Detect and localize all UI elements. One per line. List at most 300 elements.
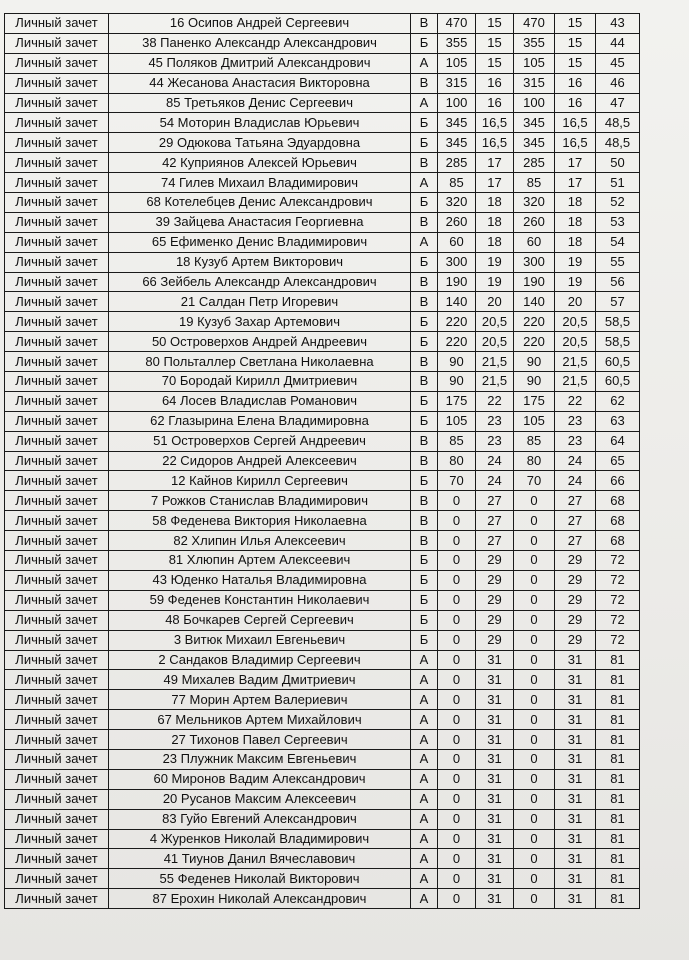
- place-1-cell: 19: [476, 252, 514, 272]
- competition-type-cell: Личный зачет: [5, 749, 109, 769]
- participant-name-cell: 64 Лосев Владислав Романович: [109, 391, 411, 411]
- table-row: [5, 531, 640, 551]
- table-row: [5, 372, 640, 392]
- competition-type-cell: Личный зачет: [5, 769, 109, 789]
- participant-name-cell: 29 Одюкова Татьяна Эдуардовна: [109, 133, 411, 153]
- place-1-cell: 19: [476, 272, 514, 292]
- total-cell: 56: [596, 272, 640, 292]
- competition-type-cell: Личный зачет: [5, 650, 109, 670]
- place-2-cell: 27: [555, 511, 596, 531]
- participant-name-cell: 68 Котелебцев Денис Александрович: [109, 193, 411, 213]
- group-cell: А: [411, 690, 438, 710]
- competition-type-cell: Личный зачет: [5, 93, 109, 113]
- place-2-cell: 31: [555, 730, 596, 750]
- score-1-cell: 85: [438, 431, 476, 451]
- competition-type-cell: Личный зачет: [5, 113, 109, 133]
- total-cell: 57: [596, 292, 640, 312]
- table-row: [5, 391, 640, 411]
- group-cell: Б: [411, 133, 438, 153]
- participant-name-cell: 20 Русанов Максим Алексеевич: [109, 789, 411, 809]
- participant-name-cell: 12 Кайнов Кирилл Сергеевич: [109, 471, 411, 491]
- score-1-cell: 140: [438, 292, 476, 312]
- competition-type-cell: Личный зачет: [5, 849, 109, 869]
- score-1-cell: 0: [438, 531, 476, 551]
- place-2-cell: 21,5: [555, 372, 596, 392]
- score-2-cell: 0: [514, 670, 555, 690]
- score-1-cell: 345: [438, 113, 476, 133]
- competition-type-cell: Личный зачет: [5, 710, 109, 730]
- table-row: [5, 650, 640, 670]
- place-2-cell: 20,5: [555, 312, 596, 332]
- group-cell: А: [411, 869, 438, 889]
- participant-name-cell: 4 Журенков Николай Владимирович: [109, 829, 411, 849]
- score-1-cell: 60: [438, 232, 476, 252]
- competition-type-cell: Личный зачет: [5, 212, 109, 232]
- competition-type-cell: Личный зачет: [5, 133, 109, 153]
- score-2-cell: 220: [514, 332, 555, 352]
- competition-type-cell: Личный зачет: [5, 332, 109, 352]
- place-2-cell: 16: [555, 73, 596, 93]
- participant-name-cell: 27 Тихонов Павел Сергеевич: [109, 730, 411, 750]
- total-cell: 81: [596, 710, 640, 730]
- table-row: [5, 352, 640, 372]
- competition-type-cell: Личный зачет: [5, 829, 109, 849]
- place-2-cell: 18: [555, 193, 596, 213]
- table-row: [5, 33, 640, 53]
- place-1-cell: 16: [476, 73, 514, 93]
- competition-type-cell: Личный зачет: [5, 14, 109, 34]
- place-2-cell: 31: [555, 769, 596, 789]
- total-cell: 72: [596, 610, 640, 630]
- total-cell: 48,5: [596, 133, 640, 153]
- score-2-cell: 60: [514, 232, 555, 252]
- place-1-cell: 20: [476, 292, 514, 312]
- participant-name-cell: 18 Кузуб Артем Викторович: [109, 252, 411, 272]
- group-cell: А: [411, 829, 438, 849]
- competition-type-cell: Личный зачет: [5, 809, 109, 829]
- group-cell: А: [411, 710, 438, 730]
- place-1-cell: 27: [476, 491, 514, 511]
- table-row: [5, 153, 640, 173]
- competition-type-cell: Личный зачет: [5, 531, 109, 551]
- table-row: [5, 431, 640, 451]
- competition-type-cell: Личный зачет: [5, 252, 109, 272]
- competition-type-cell: Личный зачет: [5, 730, 109, 750]
- table-row: [5, 570, 640, 590]
- score-2-cell: 0: [514, 590, 555, 610]
- score-1-cell: 105: [438, 411, 476, 431]
- score-1-cell: 260: [438, 212, 476, 232]
- place-2-cell: 19: [555, 272, 596, 292]
- participant-name-cell: 66 Зейбель Александр Александрович: [109, 272, 411, 292]
- score-2-cell: 85: [514, 173, 555, 193]
- competition-type-cell: Личный зачет: [5, 690, 109, 710]
- score-1-cell: 0: [438, 749, 476, 769]
- competition-type-cell: Личный зачет: [5, 471, 109, 491]
- table-row: [5, 332, 640, 352]
- total-cell: 44: [596, 33, 640, 53]
- group-cell: Б: [411, 471, 438, 491]
- participant-name-cell: 7 Рожков Станислав Владимирович: [109, 491, 411, 511]
- participant-name-cell: 80 Польталлер Светлана Николаевна: [109, 352, 411, 372]
- group-cell: А: [411, 730, 438, 750]
- total-cell: 81: [596, 690, 640, 710]
- place-1-cell: 31: [476, 809, 514, 829]
- score-2-cell: 300: [514, 252, 555, 272]
- place-2-cell: 31: [555, 829, 596, 849]
- competition-type-cell: Личный зачет: [5, 33, 109, 53]
- total-cell: 81: [596, 809, 640, 829]
- participant-name-cell: 42 Куприянов Алексей Юрьевич: [109, 153, 411, 173]
- score-1-cell: 345: [438, 133, 476, 153]
- total-cell: 50: [596, 153, 640, 173]
- score-1-cell: 0: [438, 889, 476, 909]
- table-row: [5, 312, 640, 332]
- group-cell: В: [411, 153, 438, 173]
- score-1-cell: 0: [438, 789, 476, 809]
- place-1-cell: 20,5: [476, 312, 514, 332]
- participant-name-cell: 60 Миронов Вадим Александрович: [109, 769, 411, 789]
- group-cell: В: [411, 451, 438, 471]
- score-1-cell: 0: [438, 650, 476, 670]
- place-2-cell: 29: [555, 570, 596, 590]
- group-cell: А: [411, 650, 438, 670]
- score-1-cell: 85: [438, 173, 476, 193]
- table-row: [5, 849, 640, 869]
- score-2-cell: 0: [514, 551, 555, 571]
- competition-type-cell: Личный зачет: [5, 153, 109, 173]
- place-1-cell: 31: [476, 769, 514, 789]
- table-row: [5, 14, 640, 34]
- total-cell: 68: [596, 491, 640, 511]
- total-cell: 81: [596, 829, 640, 849]
- score-2-cell: 0: [514, 710, 555, 730]
- place-1-cell: 31: [476, 710, 514, 730]
- score-1-cell: 175: [438, 391, 476, 411]
- place-1-cell: 29: [476, 630, 514, 650]
- participant-name-cell: 54 Моторин Владислав Юрьевич: [109, 113, 411, 133]
- score-2-cell: 140: [514, 292, 555, 312]
- score-2-cell: 0: [514, 730, 555, 750]
- table-row: [5, 133, 640, 153]
- score-2-cell: 0: [514, 869, 555, 889]
- competition-type-cell: Личный зачет: [5, 312, 109, 332]
- score-1-cell: 220: [438, 312, 476, 332]
- total-cell: 53: [596, 212, 640, 232]
- competition-type-cell: Личный зачет: [5, 789, 109, 809]
- competition-type-cell: Личный зачет: [5, 292, 109, 312]
- score-2-cell: 345: [514, 133, 555, 153]
- score-2-cell: 0: [514, 630, 555, 650]
- score-1-cell: 0: [438, 590, 476, 610]
- score-1-cell: 0: [438, 491, 476, 511]
- table-row: [5, 789, 640, 809]
- score-1-cell: 285: [438, 153, 476, 173]
- participant-name-cell: 62 Глазырина Елена Владимировна: [109, 411, 411, 431]
- total-cell: 58,5: [596, 332, 640, 352]
- table-row: [5, 212, 640, 232]
- score-2-cell: 0: [514, 749, 555, 769]
- place-2-cell: 31: [555, 670, 596, 690]
- place-2-cell: 23: [555, 411, 596, 431]
- participant-name-cell: 16 Осипов Андрей Сергеевич: [109, 14, 411, 34]
- place-1-cell: 21,5: [476, 372, 514, 392]
- total-cell: 81: [596, 769, 640, 789]
- group-cell: Б: [411, 551, 438, 571]
- score-1-cell: 300: [438, 252, 476, 272]
- place-1-cell: 16,5: [476, 113, 514, 133]
- group-cell: В: [411, 14, 438, 34]
- total-cell: 43: [596, 14, 640, 34]
- score-1-cell: 0: [438, 869, 476, 889]
- total-cell: 60,5: [596, 372, 640, 392]
- participant-name-cell: 87 Ерохин Николай Александрович: [109, 889, 411, 909]
- group-cell: Б: [411, 610, 438, 630]
- score-2-cell: 90: [514, 372, 555, 392]
- group-cell: Б: [411, 391, 438, 411]
- place-1-cell: 31: [476, 889, 514, 909]
- table-row: [5, 451, 640, 471]
- total-cell: 72: [596, 570, 640, 590]
- score-2-cell: 0: [514, 769, 555, 789]
- place-1-cell: 24: [476, 451, 514, 471]
- participant-name-cell: 59 Феденев Константин Николаевич: [109, 590, 411, 610]
- participant-name-cell: 83 Гуйо Евгений Александрович: [109, 809, 411, 829]
- participant-name-cell: 19 Кузуб Захар Артемович: [109, 312, 411, 332]
- total-cell: 52: [596, 193, 640, 213]
- place-1-cell: 31: [476, 829, 514, 849]
- total-cell: 66: [596, 471, 640, 491]
- total-cell: 72: [596, 590, 640, 610]
- place-2-cell: 31: [555, 650, 596, 670]
- group-cell: В: [411, 352, 438, 372]
- total-cell: 65: [596, 451, 640, 471]
- total-cell: 45: [596, 53, 640, 73]
- place-2-cell: 31: [555, 789, 596, 809]
- place-2-cell: 18: [555, 232, 596, 252]
- place-1-cell: 31: [476, 730, 514, 750]
- participant-name-cell: 43 Юденко Наталья Владимировна: [109, 570, 411, 590]
- score-1-cell: 0: [438, 809, 476, 829]
- score-2-cell: 85: [514, 431, 555, 451]
- group-cell: В: [411, 491, 438, 511]
- group-cell: Б: [411, 570, 438, 590]
- place-2-cell: 20,5: [555, 332, 596, 352]
- score-2-cell: 285: [514, 153, 555, 173]
- score-2-cell: 0: [514, 690, 555, 710]
- group-cell: Б: [411, 193, 438, 213]
- table-row: [5, 252, 640, 272]
- table-row: [5, 292, 640, 312]
- group-cell: А: [411, 232, 438, 252]
- score-1-cell: 320: [438, 193, 476, 213]
- score-2-cell: 315: [514, 73, 555, 93]
- place-1-cell: 23: [476, 411, 514, 431]
- total-cell: 62: [596, 391, 640, 411]
- competition-type-cell: Личный зачет: [5, 173, 109, 193]
- results-body: [5, 14, 640, 909]
- total-cell: 55: [596, 252, 640, 272]
- score-1-cell: 70: [438, 471, 476, 491]
- table-row: [5, 809, 640, 829]
- group-cell: В: [411, 272, 438, 292]
- place-2-cell: 31: [555, 849, 596, 869]
- place-1-cell: 31: [476, 749, 514, 769]
- place-2-cell: 29: [555, 551, 596, 571]
- place-2-cell: 22: [555, 391, 596, 411]
- group-cell: А: [411, 670, 438, 690]
- table-row: [5, 491, 640, 511]
- table-row: [5, 551, 640, 571]
- place-1-cell: 15: [476, 53, 514, 73]
- group-cell: Б: [411, 630, 438, 650]
- table-row: [5, 471, 640, 491]
- score-1-cell: 0: [438, 570, 476, 590]
- table-row: [5, 411, 640, 431]
- score-2-cell: 175: [514, 391, 555, 411]
- table-row: [5, 610, 640, 630]
- participant-name-cell: 50 Островерхов Андрей Андреевич: [109, 332, 411, 352]
- score-1-cell: 0: [438, 511, 476, 531]
- participant-name-cell: 58 Феденева Виктория Николаевна: [109, 511, 411, 531]
- total-cell: 81: [596, 749, 640, 769]
- score-1-cell: 220: [438, 332, 476, 352]
- place-1-cell: 27: [476, 511, 514, 531]
- total-cell: 81: [596, 650, 640, 670]
- place-1-cell: 17: [476, 173, 514, 193]
- group-cell: Б: [411, 590, 438, 610]
- place-2-cell: 27: [555, 491, 596, 511]
- score-2-cell: 70: [514, 471, 555, 491]
- table-row: [5, 590, 640, 610]
- total-cell: 54: [596, 232, 640, 252]
- participant-name-cell: 49 Михалев Вадим Дмитриевич: [109, 670, 411, 690]
- group-cell: А: [411, 749, 438, 769]
- place-2-cell: 15: [555, 53, 596, 73]
- score-2-cell: 0: [514, 610, 555, 630]
- place-1-cell: 18: [476, 232, 514, 252]
- place-2-cell: 15: [555, 14, 596, 34]
- place-2-cell: 17: [555, 173, 596, 193]
- place-2-cell: 31: [555, 809, 596, 829]
- competition-type-cell: Личный зачет: [5, 869, 109, 889]
- place-1-cell: 18: [476, 212, 514, 232]
- table-row: [5, 690, 640, 710]
- total-cell: 81: [596, 789, 640, 809]
- total-cell: 46: [596, 73, 640, 93]
- group-cell: В: [411, 372, 438, 392]
- score-2-cell: 0: [514, 570, 555, 590]
- place-1-cell: 18: [476, 193, 514, 213]
- table-row: [5, 173, 640, 193]
- participant-name-cell: 67 Мельников Артем Михайлович: [109, 710, 411, 730]
- group-cell: А: [411, 53, 438, 73]
- competition-type-cell: Личный зачет: [5, 670, 109, 690]
- place-2-cell: 31: [555, 889, 596, 909]
- participant-name-cell: 85 Третьяков Денис Сергеевич: [109, 93, 411, 113]
- place-2-cell: 19: [555, 252, 596, 272]
- place-1-cell: 24: [476, 471, 514, 491]
- place-1-cell: 27: [476, 531, 514, 551]
- place-2-cell: 23: [555, 431, 596, 451]
- table-row: [5, 749, 640, 769]
- score-2-cell: 470: [514, 14, 555, 34]
- score-2-cell: 100: [514, 93, 555, 113]
- table-row: [5, 93, 640, 113]
- group-cell: А: [411, 789, 438, 809]
- place-1-cell: 21,5: [476, 352, 514, 372]
- table-row: [5, 630, 640, 650]
- competition-type-cell: Личный зачет: [5, 193, 109, 213]
- place-2-cell: 29: [555, 610, 596, 630]
- score-2-cell: 355: [514, 33, 555, 53]
- group-cell: В: [411, 431, 438, 451]
- score-2-cell: 320: [514, 193, 555, 213]
- total-cell: 63: [596, 411, 640, 431]
- group-cell: Б: [411, 312, 438, 332]
- competition-type-cell: Личный зачет: [5, 53, 109, 73]
- competition-type-cell: Личный зачет: [5, 590, 109, 610]
- total-cell: 81: [596, 869, 640, 889]
- score-2-cell: 0: [514, 829, 555, 849]
- score-1-cell: 315: [438, 73, 476, 93]
- participant-name-cell: 55 Феденев Николай Викторович: [109, 869, 411, 889]
- place-2-cell: 16,5: [555, 113, 596, 133]
- competition-type-cell: Личный зачет: [5, 391, 109, 411]
- total-cell: 60,5: [596, 352, 640, 372]
- total-cell: 72: [596, 551, 640, 571]
- score-1-cell: 190: [438, 272, 476, 292]
- group-cell: Б: [411, 411, 438, 431]
- place-1-cell: 31: [476, 869, 514, 889]
- participant-name-cell: 21 Салдан Петр Игоревич: [109, 292, 411, 312]
- place-2-cell: 20: [555, 292, 596, 312]
- score-1-cell: 0: [438, 849, 476, 869]
- participant-name-cell: 38 Паненко Александр Александрович: [109, 33, 411, 53]
- group-cell: А: [411, 849, 438, 869]
- score-2-cell: 0: [514, 849, 555, 869]
- place-1-cell: 23: [476, 431, 514, 451]
- participant-name-cell: 3 Витюк Михаил Евгеньевич: [109, 630, 411, 650]
- group-cell: А: [411, 173, 438, 193]
- place-2-cell: 16: [555, 93, 596, 113]
- score-1-cell: 0: [438, 630, 476, 650]
- place-2-cell: 31: [555, 749, 596, 769]
- participant-name-cell: 23 Плужник Максим Евгеньевич: [109, 749, 411, 769]
- group-cell: Б: [411, 332, 438, 352]
- place-2-cell: 17: [555, 153, 596, 173]
- place-1-cell: 31: [476, 849, 514, 869]
- place-1-cell: 29: [476, 610, 514, 630]
- group-cell: А: [411, 889, 438, 909]
- total-cell: 81: [596, 889, 640, 909]
- competition-type-cell: Личный зачет: [5, 570, 109, 590]
- competition-type-cell: Личный зачет: [5, 551, 109, 571]
- place-1-cell: 29: [476, 590, 514, 610]
- participant-name-cell: 74 Гилев Михаил Владимирович: [109, 173, 411, 193]
- table-row: [5, 670, 640, 690]
- score-1-cell: 90: [438, 372, 476, 392]
- place-2-cell: 21,5: [555, 352, 596, 372]
- group-cell: А: [411, 809, 438, 829]
- score-2-cell: 105: [514, 53, 555, 73]
- place-2-cell: 24: [555, 451, 596, 471]
- total-cell: 48,5: [596, 113, 640, 133]
- group-cell: Б: [411, 113, 438, 133]
- competition-type-cell: Личный зачет: [5, 491, 109, 511]
- table-row: [5, 829, 640, 849]
- place-2-cell: 15: [555, 33, 596, 53]
